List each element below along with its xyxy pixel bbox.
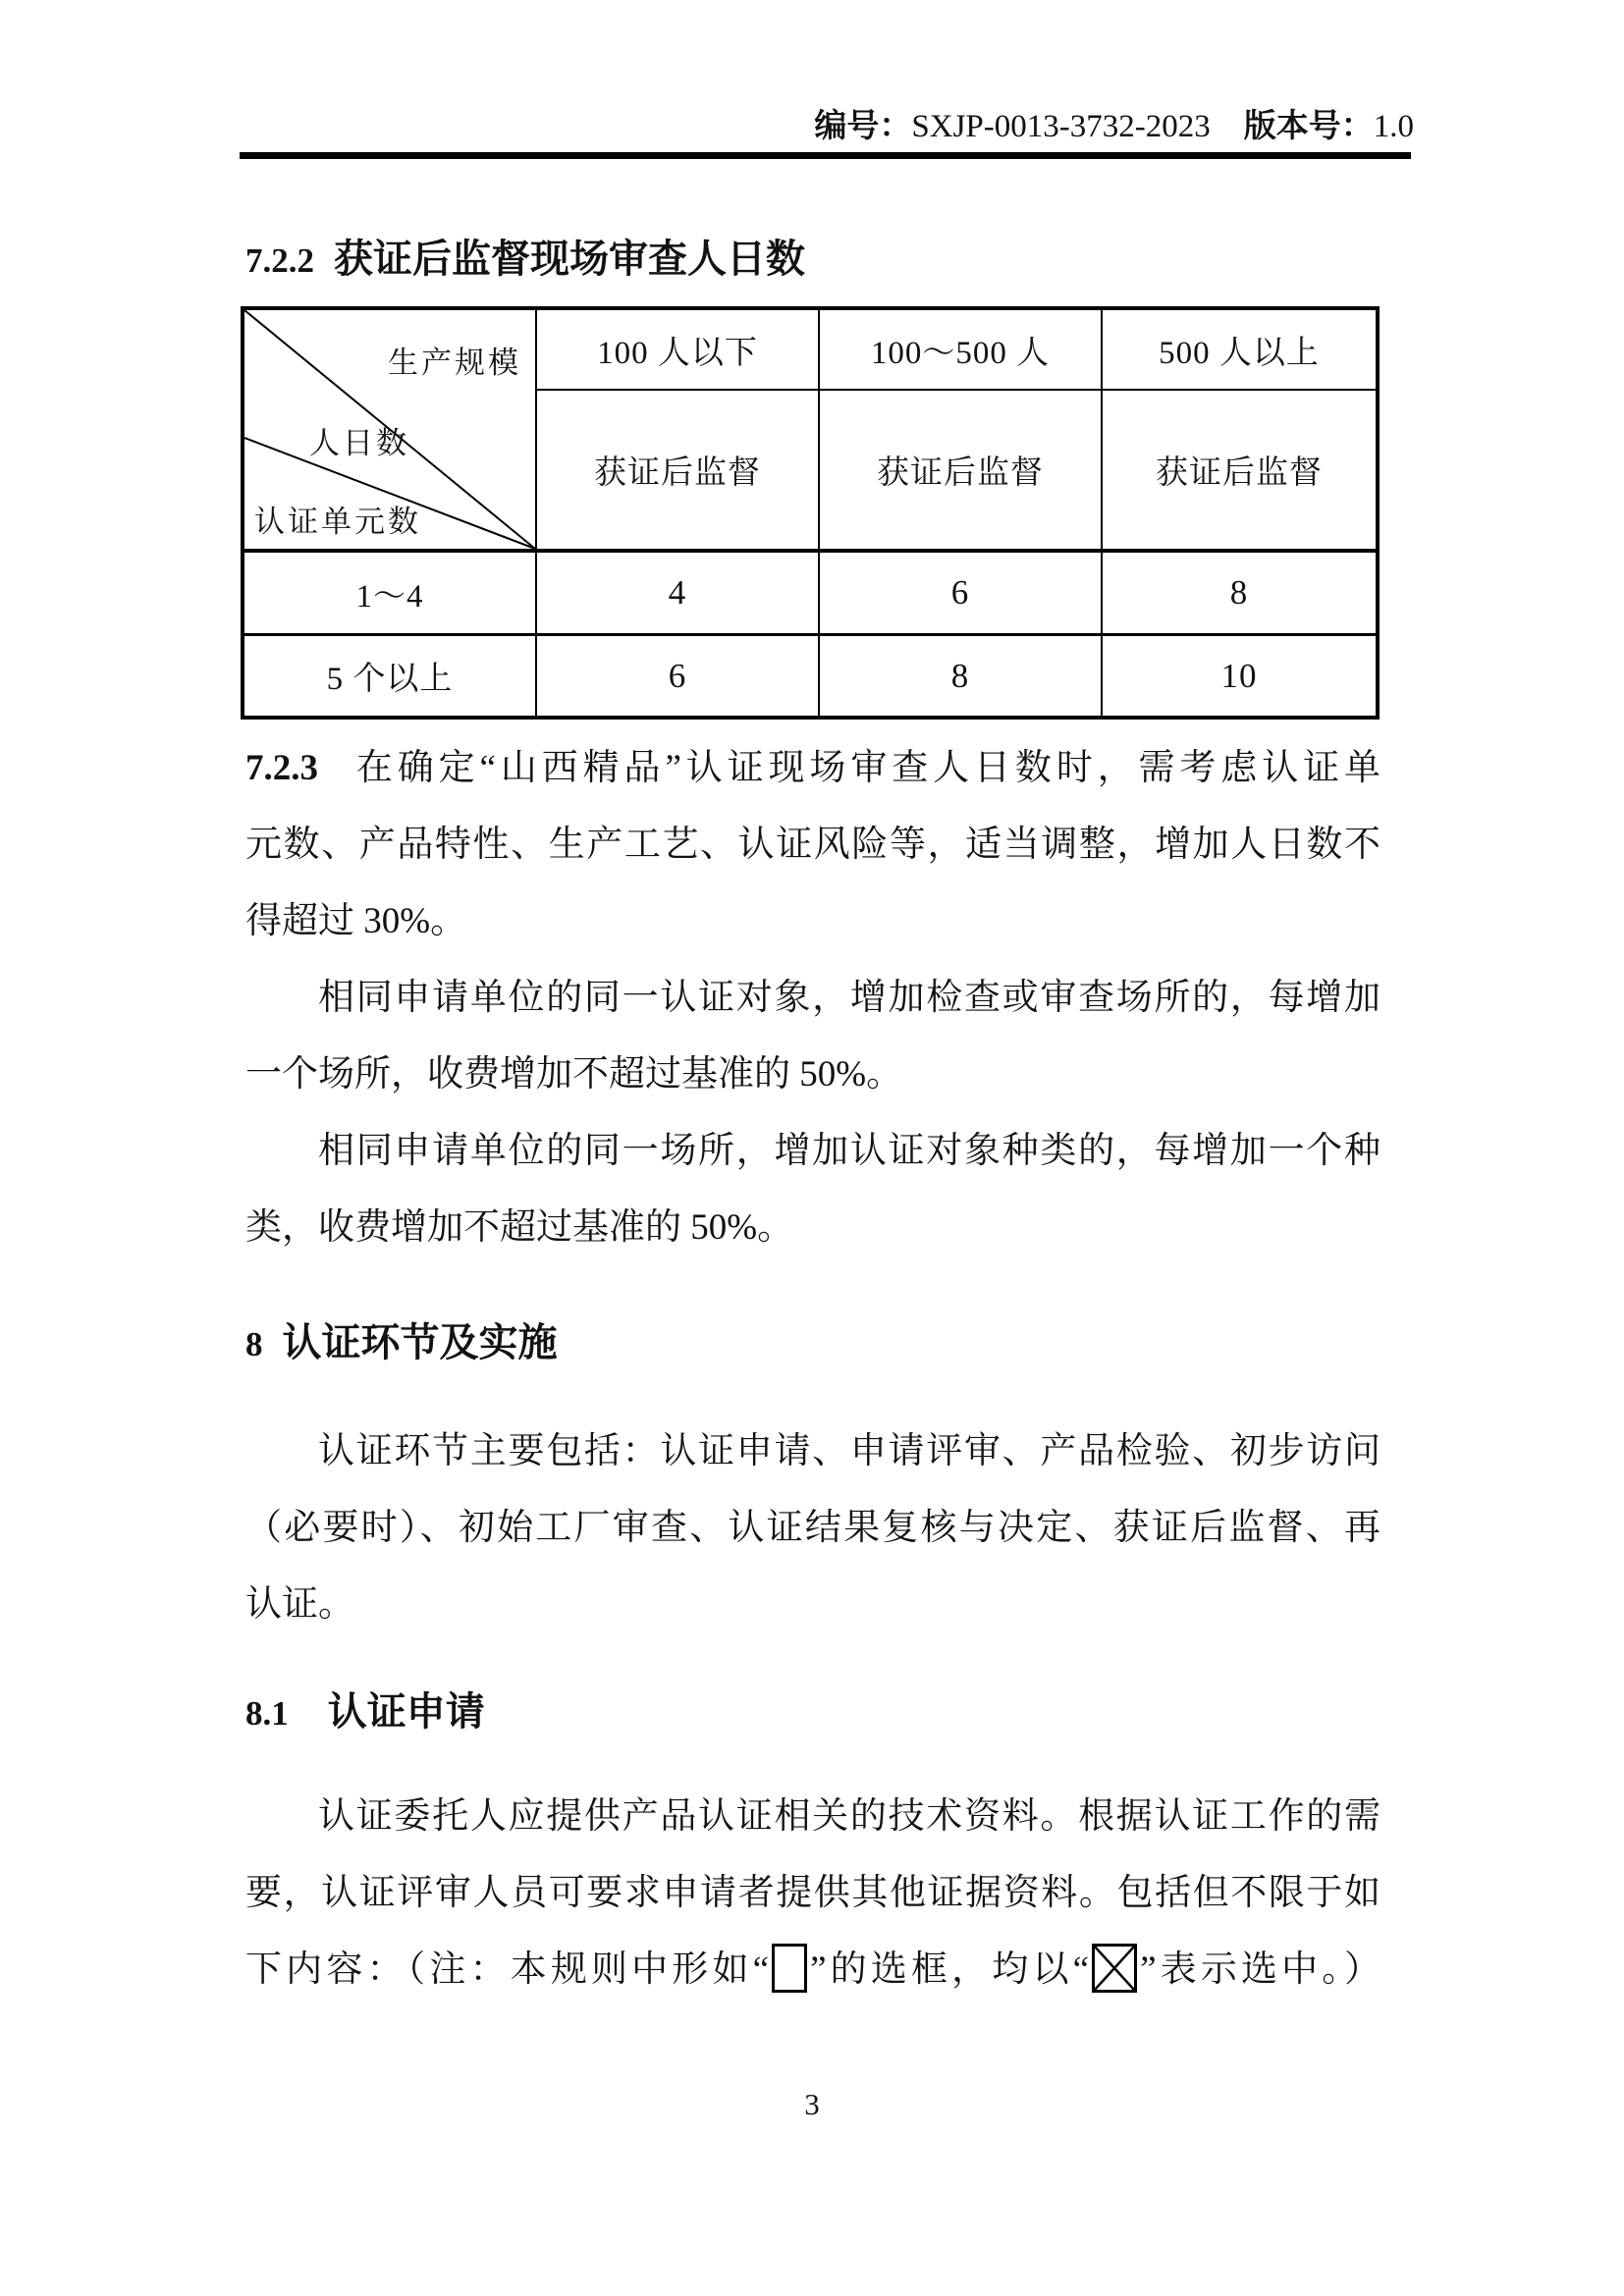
body-block-3 xyxy=(245,1779,1380,2008)
page-number: 3 xyxy=(804,2087,820,2121)
section-heading-81 xyxy=(245,1681,485,1736)
diagonal-label-scale: 生产规模 xyxy=(388,346,521,380)
col-header: 100 人以下 xyxy=(597,335,758,371)
row-label: 5 个以上 xyxy=(326,662,454,697)
paragraph-line: 要，认证评审人员可要求申请者提供其他证据资料。包括但不限于如 xyxy=(245,1873,1380,1913)
note-text: ”的选框，均以“ xyxy=(810,1949,1090,1990)
version-value: 1.0 xyxy=(1373,109,1414,144)
col-header: 500 人以上 xyxy=(1159,335,1320,371)
body-block-1 xyxy=(245,730,1380,1266)
section-title: 认证申请 xyxy=(327,1689,485,1734)
doc-number-label: 编号： xyxy=(814,109,912,144)
clause-number: 7.2.3 xyxy=(245,748,318,788)
note-text: 下内容：（注：本规则中形如“ xyxy=(245,1949,770,1990)
diagonal-label-mandays: 人日数 xyxy=(309,426,409,460)
paragraph-line-note xyxy=(245,1932,1380,2008)
table-value: 8 xyxy=(1229,573,1249,612)
diagonal-header-cell xyxy=(244,310,535,549)
audit-days-table xyxy=(241,306,1380,720)
table-value: 10 xyxy=(1220,656,1258,695)
header-rule xyxy=(240,152,1411,159)
document-header xyxy=(245,100,1414,146)
paragraph-line: 相同申请单位的同一场所，增加认证对象种类的，每增加一个种 xyxy=(318,1131,1380,1171)
paragraph-line: 认证。 xyxy=(245,1584,354,1625)
paragraph-line: 一个场所，收费增加不超过基准的 50%。 xyxy=(245,1054,903,1095)
table-value: 6 xyxy=(950,573,970,612)
section-heading-8 xyxy=(245,1311,558,1367)
paragraph-line: 类，收费增加不超过基准的 50%。 xyxy=(245,1207,794,1248)
diagonal-label-units: 认证单元数 xyxy=(254,505,421,539)
section-heading-722 xyxy=(245,228,805,284)
table-value: 6 xyxy=(668,656,687,695)
paragraph-line: 得超过 30%。 xyxy=(245,901,467,941)
section-title: 认证环节及实施 xyxy=(282,1320,558,1364)
sub-header: 获证后监督 xyxy=(594,455,761,491)
col-header: 100～500 人 xyxy=(870,335,1051,371)
paragraph-line: 认证环节主要包括：认证申请、申请评审、产品检验、初步访问 xyxy=(318,1431,1380,1471)
section-number: 7.2.2 xyxy=(245,241,314,280)
paragraph-line: 7.2.3 在确定“山西精品”认证现场审查人日数时，需考虑认证单 xyxy=(245,748,1380,788)
paragraph-line: 元数、产品特性、生产工艺、认证风险等，适当调整，增加人日数不 xyxy=(245,825,1380,865)
section-number: 8.1 xyxy=(245,1694,289,1733)
note-text: ”表示选中。） xyxy=(1140,1949,1380,1990)
checked-checkbox-icon xyxy=(1092,1944,1137,1993)
body-block-2 xyxy=(245,1414,1380,1643)
section-title: 获证后监督现场审查人日数 xyxy=(334,237,805,281)
paragraph-line: 相同申请单位的同一认证对象，增加检查或审查场所的，每增加 xyxy=(318,978,1380,1018)
paragraph-line: （必要时）、初始工厂审查、认证结果复核与决定、获证后监督、再 xyxy=(245,1508,1380,1548)
table-value: 4 xyxy=(668,573,687,612)
section-number: 8 xyxy=(245,1325,263,1363)
sub-header: 获证后监督 xyxy=(1156,455,1323,491)
row-label: 1～4 xyxy=(355,578,424,614)
sub-header: 获证后监督 xyxy=(877,455,1044,491)
table-value: 8 xyxy=(950,656,970,695)
version-label: 版本号： xyxy=(1243,109,1374,144)
doc-number-value: SXJP-0013-3732-2023 xyxy=(911,109,1211,144)
empty-checkbox-icon xyxy=(772,1944,807,1993)
paragraph-line: 认证委托人应提供产品认证相关的技术资料。根据认证工作的需 xyxy=(318,1796,1380,1837)
